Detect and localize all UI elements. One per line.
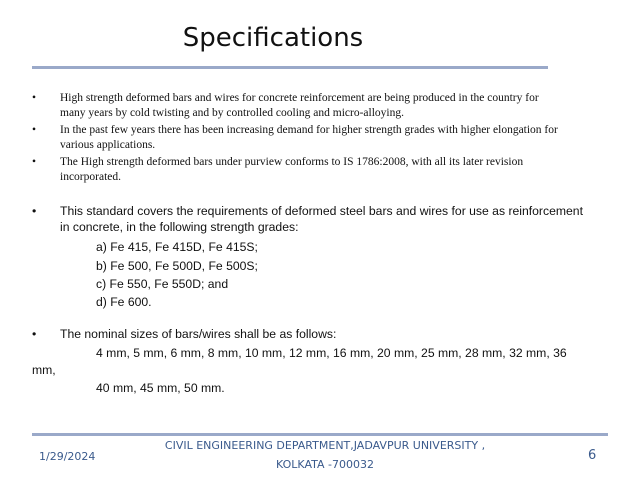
bullet-item-demand bbox=[32, 123, 607, 152]
bullet-text-line: High strength deformed bars and wires for concrete reinforcement are being produced in the country for bbox=[60, 92, 539, 104]
grade-item: b) Fe 500, Fe 500D, Fe 500S; bbox=[96, 259, 258, 273]
footer-department bbox=[140, 436, 510, 474]
bullet-marker: • bbox=[32, 92, 37, 104]
bullet-text-line: in concrete, in the following strength grades: bbox=[60, 220, 299, 234]
grade-item: c) Fe 550, Fe 550D; and bbox=[96, 277, 229, 291]
sizes-line: 4 mm, 5 mm, 6 mm, 8 mm, 10 mm, 12 mm, 16 mm, 20 mm, 25 mm, 28 mm, 32 mm, 36 bbox=[96, 346, 567, 360]
bullet-text-line: In the past few years there has been increasing demand for higher strength grades with higher elongation for bbox=[60, 124, 558, 136]
bullet-marker: • bbox=[32, 204, 37, 218]
sizes-line: mm, bbox=[32, 363, 56, 377]
grade-item: a) Fe 415, Fe 415D, Fe 415S; bbox=[96, 240, 258, 254]
grade-item: d) Fe 600. bbox=[96, 295, 152, 309]
bullet-item-conformance bbox=[32, 155, 607, 184]
bullet-text-line: The nominal sizes of bars/wires shall be as follows: bbox=[60, 327, 337, 341]
title-underline bbox=[32, 66, 548, 69]
bullet-marker: • bbox=[32, 156, 37, 168]
bullet-item-sizes bbox=[32, 326, 607, 342]
bullet-marker: • bbox=[32, 124, 37, 136]
sizes-line: 40 mm, 45 mm, 50 mm. bbox=[96, 381, 225, 395]
bullet-text-line: incorporated. bbox=[60, 170, 121, 183]
footer-date: 1/29/2024 bbox=[39, 450, 96, 463]
bullet-item-production bbox=[32, 91, 607, 120]
footer-department-line: KOLKATA -700032 bbox=[276, 458, 374, 471]
bullet-text-line: many years by cold twisting and by controlled cooling and micro-alloying. bbox=[60, 106, 404, 119]
slide-title: Specifications bbox=[182, 23, 364, 53]
footer-department-line: CIVIL ENGINEERING DEPARTMENT,JADAVPUR UNIVERSITY , bbox=[164, 439, 486, 452]
bullet-marker: • bbox=[32, 327, 37, 341]
bullet-text-line: This standard covers the requirements of deformed steel bars and wires for use as reinforcement bbox=[60, 204, 583, 218]
bullet-item-standard bbox=[32, 203, 607, 235]
bullet-text-line: various applications. bbox=[60, 138, 156, 151]
footer-page-number: 6 bbox=[588, 448, 597, 463]
bullet-text-line: The High strength deformed bars under purview conforms to IS 1786:2008, with all its later revision bbox=[60, 156, 524, 168]
